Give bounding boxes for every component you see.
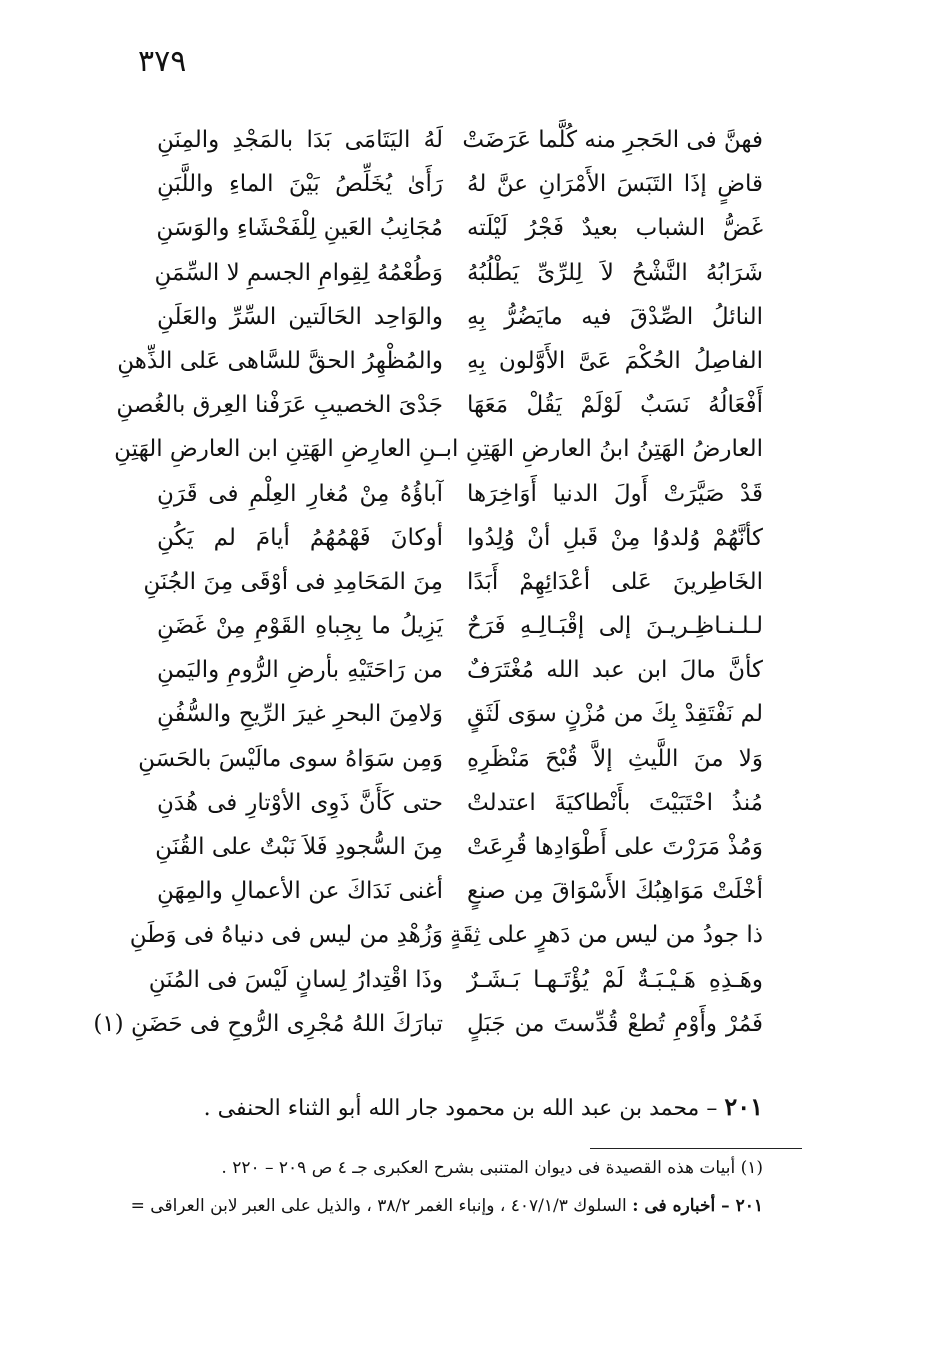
- hemistich: العارضُ الهَتِنُ ابنُ العارضِ الهَتِنِ ابـ: [438, 436, 763, 463]
- hemistich: تبارَكَ اللهُ مُجْرِى الرُّوحِ فى حَضَنِ (١): [93, 1010, 443, 1037]
- hemistich: وهَـذِهِ هَـيْـبَـةٌ لَمْ يُؤْتَـهـا بَـشَـرٌ: [467, 966, 763, 993]
- hemistich: كأنَّهُمْ وُلدوُا مِنْ قَبلِ أنْ وُلِدُوا: [467, 524, 763, 551]
- hemistich: مِنَ المَحَامِدِ فى أوْقَى مِنَ الجُنَنِ: [143, 568, 443, 595]
- hemistich: آباؤُهُ مِنْ مُغارِ العِلْمِ فى قَرَنِ: [157, 480, 443, 507]
- footnote-2-text: السلوك ٤٠٧/١/٣ ، وإنباء الغمر ٣٨/٢ ، والذيل على العبر لابن العراقى =: [130, 1196, 627, 1216]
- hemistich: أَفْعَالُهُ نَسَبٌ لَوْلَمْ يَقُلْ مَعَهَا: [467, 392, 763, 419]
- hemistich: حتى كَأَنَّ ذَوِى الأوْتارِ فى هُدَنِ: [157, 789, 443, 816]
- hemistich: ـنِ العارِضِ الهَتِنِ ابن العارضِ الهَتِنِ: [114, 436, 443, 463]
- hemistich: مِنَ السُّجودِ فَلاَ نَبْتٌ على القُنَنِ: [155, 834, 443, 860]
- hemistich: أوكانَ فَهْمُهُمُ أيامَ لم يَكُنِ: [157, 524, 443, 551]
- footnote-2: [113, 1192, 763, 1220]
- hemistich: وَطُعْمُهُ لِقِوامِ الجسمِ لا السِّمَنِ: [154, 259, 443, 286]
- hemistich: الخَاطِرينَ عَلى أعْدَائِهِمْ أَبَدًا: [467, 568, 763, 595]
- hemistich: شَرَابُهُ النَّشْحُ لاَ لِلرِّىِّ يَطْلُبُهُ: [467, 259, 763, 286]
- hemistich: فهنَّ فى الحَجرِ منه كُلَّما عَرَضَتْ: [462, 127, 763, 153]
- hemistich: وَلامِنَ البحرِ غيرَ الرِّيحِ والسُّفُنِ: [157, 701, 443, 728]
- hemistich: قاضٍ إذَا التَبَسَ الأَمْرَانِ عنَّ لهُ: [467, 171, 763, 198]
- hemistich: مُجَانِبُ العَينِ لِلْفَحْشَاءِ والوَسَنِ: [156, 215, 443, 242]
- hemistich: يَزِيلُ ما بِجِباهِ القَوْمِ مِنْ غَضَنِ: [157, 613, 443, 640]
- hemistich: النائلُ الصِّدْقَ فيه مايَضُرُّ بِهِ: [467, 303, 763, 330]
- hemistich: الفاصِلُ الحُكْمَ عَىَّ الأَوَّلون بِهِ: [467, 347, 763, 374]
- hemistich: وَمِن سَوَاهُ سوى مالَيْسَ بالحَسَنِ: [138, 745, 443, 772]
- hemistich: لـلـنـاظِـريـنَ إلى إقْبَـالِـهِ فَرَحٌ: [467, 613, 763, 640]
- footnote-2-label: ٢٠١ – أخباره فى :: [632, 1196, 763, 1216]
- hemistich: أخْلَتْ مَوَاهِبُكَ الأَسْوَاقَ مِن صنعٍ: [467, 878, 763, 905]
- hemistich: وَزُهْدِ من ليس فى دنياهُ فى وَطَنِ: [129, 922, 443, 949]
- hemistich: أغنى نَدَاكَ عن الأعمالِ والمِهَنِ: [157, 878, 443, 905]
- hemistich: وَلا منَ اللَّيثِ إلاَّ قُبْحَ مَنْظَرِهِ: [467, 745, 763, 772]
- hemistich: لم نَفْتَقِدْ بِكَ من مُزْنٍ سوَى لَثَقٍ: [467, 701, 763, 728]
- entry-number: ٢٠١: [724, 1092, 763, 1121]
- poem-right-column: [438, 118, 763, 1058]
- hemistich: والمُظْهِرُ الحقَّ للسَّاهى عَلى الذِّهنِ: [117, 347, 443, 374]
- hemistich: غَضُّ الشباب بعيدٌ فَجْرُ لَيْلَته: [467, 215, 763, 242]
- hemistich: رَأَىٰ يُخَلِّصُ بَيْنَ الماءِ واللَّبَنِ: [157, 171, 443, 198]
- footnote-1: (١) أبيات هذه القصيدة فى ديوان المتنبى بشرح العكبرى جـ ٤ ص ٢٠٩ – ٢٢٠ .: [221, 1158, 763, 1178]
- hemistich: والوَاحِد الحَالَتين السِّرِّ والعَلَنِ: [157, 303, 443, 330]
- hemistich: وَمُذْ مَرَرْتَ على أَطْوَادِها قُرِعَتْ: [467, 834, 763, 860]
- hemistich: مُنذُ احْتَبَيْتَ بأَنْطاكيَةَ اعتدلتْ: [467, 789, 763, 816]
- footnote-divider: [590, 1148, 802, 1149]
- hemistich: ذا جودُ من ليس من دَهرٍ على ثِقَةٍ: [449, 922, 763, 949]
- hemistich: قَدْ صَيَّرَتْ أَولَ الدنيا أَوَاخِرَها: [467, 480, 763, 507]
- hemistich: كأنَّ مالَ ابن عبد الله مُغْتَرَفٌ: [467, 657, 763, 684]
- poem-left-column: [93, 118, 443, 1058]
- hemistich: جَدْىَ الخصيبِ عَرَفْنا العِرق بالغُصنِ: [116, 392, 443, 419]
- page-number: ٣٧٩: [138, 44, 187, 79]
- hemistich: لَهُ اليَتَامَى بَدَا بالمَجْدِ والمِنَنِ: [157, 127, 443, 153]
- entry-title: – محمد بن عبد الله بن محمود جار الله أبو الثناء الحنفى .: [203, 1096, 718, 1121]
- poem: [0, 118, 931, 1058]
- hemistich: وذَا اقْتِدارُ لِسانٍ لَيْسَ فى المُنَنِ: [148, 966, 443, 993]
- biography-entry-heading: [163, 1090, 763, 1126]
- hemistich: من رَاحَتَيْهِ بأرضِ الرُّومِ واليَمنِ: [157, 657, 443, 684]
- hemistich: فَمُرْ وأَوْمِ تُطعْ قُدِّستَ من جَبَلٍ: [467, 1010, 763, 1037]
